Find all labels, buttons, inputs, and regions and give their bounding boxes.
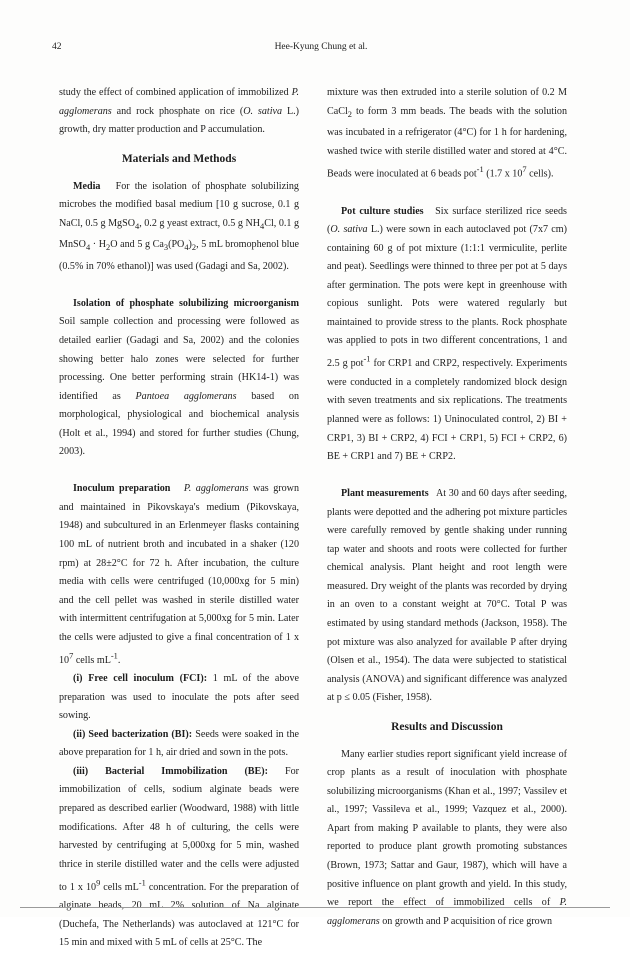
pot-culture-paragraph — [327, 203, 567, 467]
media-heading: Media — [73, 180, 101, 192]
section-heading-materials-methods: Materials and Methods — [121, 152, 237, 165]
plant-measurements-text: At 30 and 60 days after seeding, plants were depotted and the adhering pot mixture particles were carefully removed by gentle shaking under running tap water and shoots and roots were collected for further chemical analysis. Plant height and root length were measured. Dry weight of the plants was recorded by drying in an oven to a constant weight at 70°C. Total P was estimated by using standard methods (Jackson, 1958). The pot mixture was also analyzed for available P after drying (Olsen et al., 1954). The data were subjected to statistical analysis (ANOVA) and significant difference was analyzed at p ≤ 0.05 (Fisher, 1958). — [327, 488, 568, 704]
bottom-rule — [20, 907, 610, 908]
running-header — [52, 42, 590, 56]
fci-heading: (i) Free cell inoculum (FCI): — [73, 673, 208, 685]
inoculum-heading: Inoculum preparation — [73, 483, 171, 495]
running-title: Hee-Kyung Chung et al. — [274, 42, 368, 52]
fci-text: 1 mL of the above preparation was used to inoculate the pots after seed sowing. — [59, 673, 299, 722]
be-heading: (iii) Bacterial Immobilization (BE): — [73, 765, 268, 777]
inoculum-text: P. agglomerans was grown and maintained in Pikovskaya's medium (Pikovskaya, 1948) and subcultured in an Erlenmeyer flasks containing 100 mL of nutrient broth and incubated in a shaker (120 rpm) at 28±2°C for 72 h. After incubation, the culture media with cells were centrifuged (10,000xg for 5 min) and the cell pellet was washed in sterile distilled water with intermittent centrifugation at 5,000xg for 5 min. Later the cells were adjusted to give a final concentration of 1 x $10^7$ cells $mL^{-1}$. — [59, 483, 300, 666]
be-text: For immobilization of cells, sodium alginate beads were prepared as described earlier (Woodward, 1988) with little modifications. After 48 h of culturing, the cells were harvested by centrifuging at 5,000xg for 5 min, washed thrice in sterile distilled water and the cells were adjusted to 1 x $10^9$ cells $mL^{-1}$ concentration. For the preparation of alginate beads, 20 mL 2% solution of Na alginate (Duchefa, The Netherlands) was autoclaved at 121°C for 15 min and mixed with 5 mL of cells at 25°C. The — [59, 765, 300, 949]
be-paragraph — [59, 763, 299, 953]
intro-paragraph-end: study the effect of combined application of immobilized P. agglomerans and rock phosphate on rice (O. sativa L.) growth, dry matter production and P accumulation. — [59, 87, 299, 136]
isolation-text: Soil sample collection and processing were followed as detailed earlier (Gadagi and Sa, 2002) and the colonies showing better halo zones were selected for further processing. One better performing strain (HK14-1) was identified as Pantoea agglomerans based on morphological, physiological and biochemical analysis (Holt et al., 1994) and stored for further studies (Chung, 2003). — [59, 316, 299, 458]
plant-measurements-paragraph — [327, 485, 567, 708]
left-column — [59, 84, 299, 953]
pot-culture-text: Six surface sterilized rice seeds (O. sativa L.) were sown in each autoclaved pot (7x7 cm) containing 60 g of pot mixture (1:1:1 vermiculite, perlite and peat). Seedlings were thinned to three per pot at 5 days after germination. The pots were kept in greenhouse with copious sunlight. Pots were watered regularly but maintained to provide stress to the plants. Rock phosphate was applied to pots in two different concentrations, 1 and 2.5 g pot$^{-1}$ for CRP1 and CRP2, respectively. Experiments were conducted in a completely randomized block design with seven treatments and six replications. The treatments planned were as follows: 1) Uninoculated control, 2) BI + CRP1, 3) BI + CRP2, 4) FCI + CRP1, 5) FCI + CRP2, 6) BE + CRP1 and 7) BE + CRP2. — [327, 205, 568, 463]
page-number: 42 — [52, 42, 62, 52]
media-paragraph — [59, 178, 299, 277]
bi-heading: (ii) Seed bacterization (BI): — [73, 728, 193, 740]
bi-paragraph — [59, 726, 299, 763]
plant-measurements-heading: Plant measurements — [341, 488, 429, 500]
right-column — [327, 84, 567, 931]
results-paragraph: Many earlier studies report significant yield increase of crop plants as a result of inoculation with phosphate solubilizing microorganisms (Khan et al., 1997; Vassilev et al., 1997; Vassileva et al., 1999; Vazquez et al., 2000). Apart from making P available to plants, they were also reported to produce plant growth promoting substances (Brown, 1973; Sattar and Gaur, 1987), which will have a positive influence on plant growth and yield. In this study, we report the effect of immobilized cells of P. agglomerans on growth and P acquisition of rice grown — [327, 748, 567, 927]
isolation-paragraph — [59, 295, 299, 462]
continued-paragraph: mixture was then extruded into a sterile solution of 0.2 M CaCl$_2$ to form 3 mm beads. The beads with the solution was incubated in a refrigerator (4°C) for 1 h for hardening, washed twice with sterile distilled water and stored at 4°C. Beads were inoculated at 6 beads pot$^{-1}$ (1.7 x $10^7$ cells). — [327, 87, 567, 180]
section-heading-results-discussion: Results and Discussion — [391, 720, 503, 733]
inoculum-paragraph — [59, 480, 299, 670]
bi-text: Seeds were soaked in the above preparation for 1 h, air dried and sown in the pots. — [59, 728, 299, 759]
pot-culture-heading: Pot culture studies — [341, 205, 424, 217]
isolation-heading: Isolation of phosphate solubilizing microorganism — [73, 297, 299, 309]
fci-paragraph — [59, 670, 299, 726]
media-text: For the isolation of phosphate solubilizing microbes the modified basal medium [10 g sucrose, 0.1 g NaCl, 0.5 g MgSO$_4$, 0.2 g yeast extract, 0.5 g $NH_4Cl$, 0.1 g MnSO$_4$ · $H_2O$ and 5 g $Ca_3(PO_4)_2$, 5 mL bromophenol blue (0.5% in 70% ethanol)] was used (Gadagi and Sa, 2002). — [59, 180, 300, 272]
